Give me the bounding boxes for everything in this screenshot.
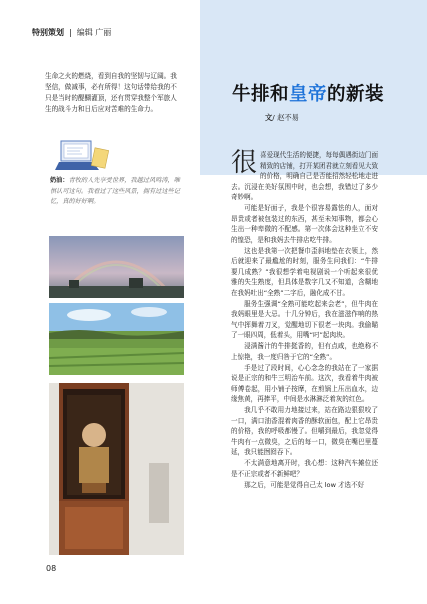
- title-part-1: 牛排和: [232, 84, 290, 105]
- quote-block: [50, 176, 185, 208]
- author-name: / 赵不易: [272, 113, 299, 122]
- article-body: [231, 150, 378, 491]
- article-paragraph: 很喜爱现代生活的便捷，每每偶遇街边门面精致的店铺，打开某团君就立刻看见大致的价格，明确自己是否能招然轻松地走进去。沉浸在美好氛围中时，也会想，我错过了多少奇妙啊。: [231, 148, 378, 201]
- editor-label: 编辑 广丽: [76, 28, 112, 37]
- title-highlight: 皇帝: [289, 84, 328, 105]
- article-paragraph: 服务生强调“全熟可能吃起来会老”，但牛肉在我妈眼里是大忌。十几分钟后，我在滋滋作响的热气中挥舞着刀叉，觉醒地切下很老一块肉。我偷瞄了一眼四周，低着头，用嘴“叼”起肉块。: [231, 299, 378, 339]
- title-part-2: 的新装: [327, 84, 385, 105]
- green-field-photo: [49, 303, 184, 375]
- drop-cap: 很: [231, 148, 258, 178]
- antique-doll-photo: [49, 383, 184, 555]
- laptop-illustration: [55, 135, 111, 177]
- left-column-text: [45, 71, 179, 115]
- section-header: [32, 27, 111, 38]
- article-author: [265, 113, 299, 123]
- rainbow-sky-photo: [49, 236, 184, 298]
- article-paragraph: 不太满意地离开时，我心想：这种汽车摊位还是不正宗或者不新鲜吧？: [231, 459, 378, 478]
- article-paragraph: 浸满酱汁的牛排挺香的，但有点咸，也绝称不上惊艳，我一度归咎于它的“全熟”。: [231, 342, 378, 361]
- left-column-paragraph: 生命之火的燃烧，看到自我的坚韧与辽阔。我坚信，做减事，必有所得！这句话带给我的不只是当时的醍醐灌顶，还有贯穿我整个军旅人生的战斗力和日后应对苦难的生命力。: [45, 72, 177, 113]
- article-paragraph: 这也是我第一次把餐巾歪斜地垫在衣领上，然后就迎来了最尴尬的时刻，服务生问我们：“牛排要几成熟？”我很想学着电视剧说一个听起来很优雅的失生熟度，但具体是数字几又不知道，含糊地在我妈吐出“全熟”二字后，融化成不甘。: [231, 246, 378, 297]
- article-paragraph: 可能是好面子，我是个很容易露怯的人，面对昂贵或者被包装过的东西，甚至未知事物，都会心生出一种卑微的不配感。第一次体会这种坐立不安的惶恐，是和我妈去牛排店吃牛排。: [231, 204, 378, 244]
- article-paragraph: 那之后，可能是觉得自己太 low 才选不好: [244, 480, 365, 489]
- author-label: 文: [265, 113, 273, 122]
- quote-author: 奶油：: [50, 177, 69, 184]
- page-number: 08: [46, 564, 57, 573]
- header-separator: |: [69, 28, 72, 37]
- section-label: 特别策划: [32, 28, 64, 37]
- article-paragraph: 手是过了段时间，心心念念的我站在了一家据说是正宗的和牛三明治车前。这次，我看着牛肉被师傅卷起，用小铺子按摩，在煎锅上压出血水，边缘焦黄，再捧平，中间是水淋淋泛着灰的红色。: [231, 363, 378, 403]
- article-paragraph: 我几乎不敢用力地接过来，站在路边狠狠咬了一口，满口油香混着肉香的酥软面包，配上它昂贵的价格，我的呼吸都慢了。但嚼到最后，我忽觉得牛肉有一点微臭，之后的每一口，微臭在嘴巴里蔓延，我只能囫囵吞下。: [231, 406, 378, 456]
- quote-text: 青牧的人先享受世界，我越过风鸣涛，唯惧认可这句。我看过了这些风景，拥有过这些记忆，真的好好啊。: [50, 177, 180, 205]
- article-title: [232, 80, 384, 106]
